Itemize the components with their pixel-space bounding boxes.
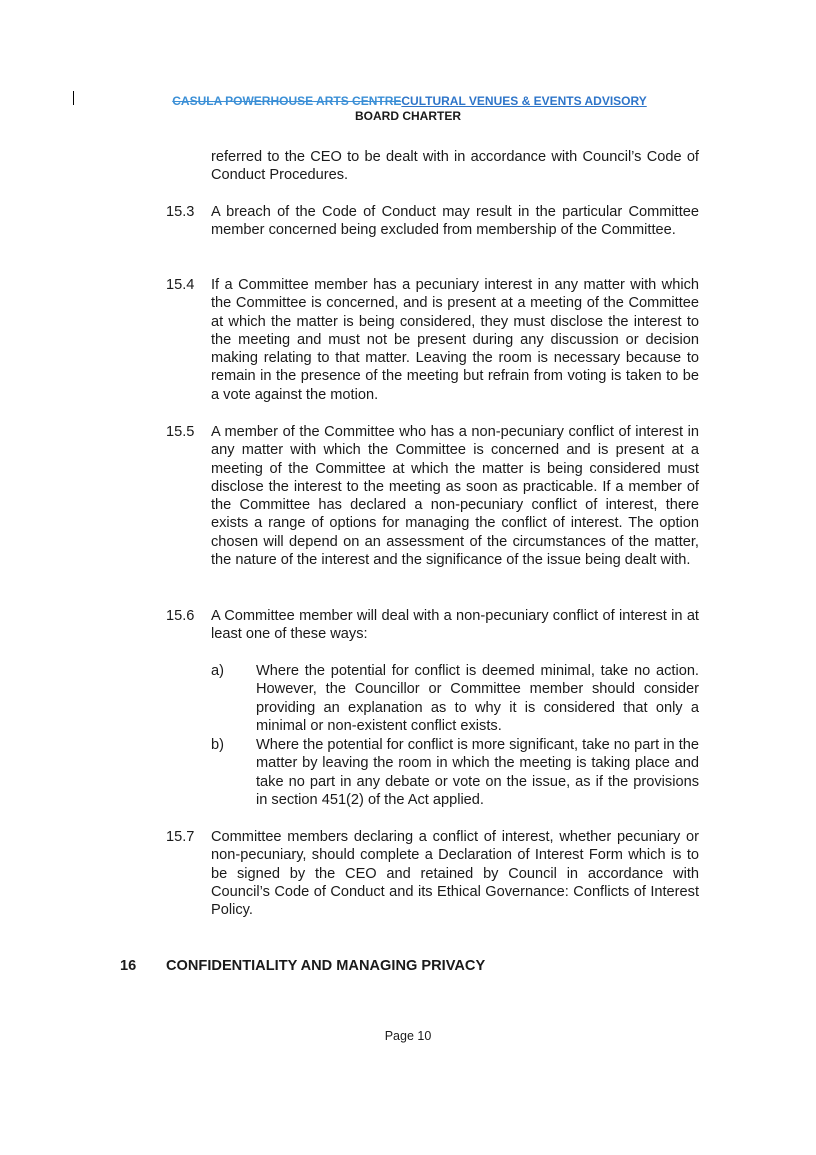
clause-15-3 — [166, 203, 699, 240]
clause-number: 15.4 — [166, 277, 195, 293]
clause-number: 15.6 — [166, 608, 195, 624]
header-inserted-text: CULTURAL VENUES & EVENTS ADVISORY — [401, 94, 647, 108]
header-subtitle: BOARD CHARTER — [355, 109, 461, 123]
clause-number: 15.5 — [166, 424, 195, 440]
page-footer: Page 10 — [384, 1029, 432, 1043]
clause-text: A breach of the Code of Conduct may result in the particular Committee member concerned being excluded from membership of the Committee. — [211, 204, 699, 239]
continuation-paragraph: referred to the CEO to be dealt with in accordance with Council’s Code of Conduct Procedures. — [211, 149, 699, 184]
clause-text: A Committee member will deal with a non-pecuniary conflict of interest in at least one of these ways: — [211, 608, 699, 643]
document-header — [0, 94, 816, 124]
clause-15-7 — [166, 828, 699, 919]
clause-number: 15.7 — [166, 829, 195, 845]
subitem-label: b) — [211, 737, 224, 753]
clause-15-5 — [166, 423, 699, 569]
section-heading — [120, 957, 485, 975]
clause-15-6 — [166, 607, 699, 644]
header-title-line — [0, 94, 816, 109]
section-number: 16 — [120, 958, 137, 974]
subitem-text: Where the potential for conflict is deemed minimal, take no action. However, the Councillor or Committee member should consider providing an explanation as to why it is considered that only a minimal or non-existent conflict exists. — [256, 663, 699, 734]
subitem-a — [211, 662, 699, 735]
subitem-text: Where the potential for conflict is more significant, take no part in the matter by leaving the room in which the meeting is taking place and take no part in any debate or vote on the issue, as if the provisions in section 451(2) of the Act applied. — [256, 737, 699, 808]
subitem-b — [211, 736, 699, 809]
subitem-label: a) — [211, 663, 224, 679]
clause-15-4 — [166, 276, 699, 404]
header-deleted-text: CASULA POWERHOUSE ARTS CENTRE — [172, 94, 402, 108]
clause-number: 15.3 — [166, 204, 195, 220]
clause-text: Committee members declaring a conflict of interest, whether pecuniary or non-pecuniary, should complete a Declaration of Interest Form which is to be signed by the CEO and retained by Council in accordance with Council’s Code of Conduct and its Ethical Governance: Conflicts of Interest Policy. — [211, 829, 699, 919]
clause-text: A member of the Committee who has a non-pecuniary conflict of interest in any matter with which the Committee is concerned and is present at a meeting of the Committee at which the matter is being considered must disclose the interest to the meeting as soon as practicable. If a member of the Committee has declared a non-pecuniary conflict of interest, there exists a range of options for managing the conflict of interest. The option chosen will depend on an assessment of the circumstances of the matter, the nature of the interest and the significance of the issue being dealt with. — [211, 424, 699, 569]
clause-text: If a Committee member has a pecuniary interest in any matter with which the Committee is concerned, and is present at a meeting of the Committee at which the matter is being considered, they must disclose the interest to the meeting and must not be present during any discussion or decision making relating to that matter. Leaving the room is necessary because to remain in the presence of the meeting but refrain from voting is taken to be a vote against the motion. — [211, 277, 699, 403]
section-title: CONFIDENTIALITY AND MANAGING PRIVACY — [166, 958, 486, 974]
